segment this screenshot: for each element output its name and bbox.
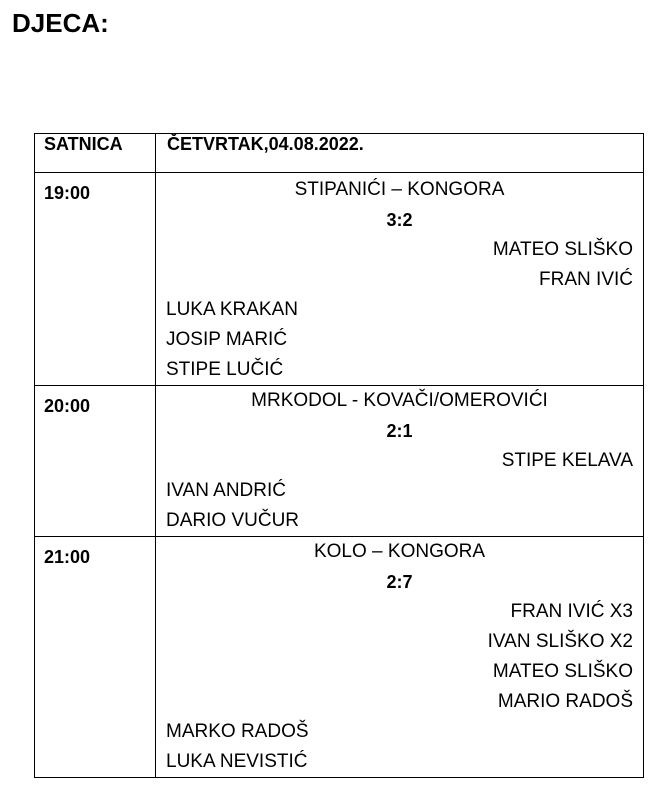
away-scorer: MARKO RADOŠ [166,721,309,742]
match-time: 19:00 [35,173,156,386]
header-date: ČETVRTAK,04.08.2022. [156,134,644,173]
match-details [156,173,644,386]
match-score: 3:2 [386,210,413,230]
away-scorer: STIPE LUČIĆ [166,359,284,380]
match-teams: KOLO – KONGORA [313,541,486,562]
match-time: 21:00 [35,537,156,778]
match-teams: STIPANIĆI – KONGORA [294,179,505,200]
home-scorer: FRAN IVIĆ X3 [510,601,633,622]
match-row [35,386,644,537]
home-scorer: MATEO SLIŠKO [492,239,633,260]
match-teams: MRKODOL - KOVAČI/OMEROVIĆI [251,390,548,411]
away-scorer: DARIO VUČUR [166,510,300,531]
match-score: 2:1 [386,421,413,441]
away-scorer: LUKA NEVISTIĆ [166,751,308,772]
match-details [156,386,644,537]
home-scorer: FRAN IVIĆ [539,269,633,290]
match-row [35,173,644,386]
schedule-table [34,133,644,778]
table-header-row [35,134,644,173]
page-heading: DJECA: [12,8,109,38]
match-score: 2:7 [386,572,413,592]
away-scorer: JOSIP MARIĆ [166,329,288,350]
header-time: SATNICA [35,134,156,173]
match-time: 20:00 [35,386,156,537]
home-scorer: MATEO SLIŠKO [492,661,633,682]
home-scorer: STIPE KELAVA [501,450,633,471]
away-scorer: LUKA KRAKAN [166,299,298,320]
home-scorer: MARIO RADOŠ [497,691,633,712]
match-details [156,537,644,778]
home-scorer: IVAN SLIŠKO X2 [487,631,633,652]
match-row [35,537,644,778]
away-scorer: IVAN ANDRIĆ [166,480,287,501]
